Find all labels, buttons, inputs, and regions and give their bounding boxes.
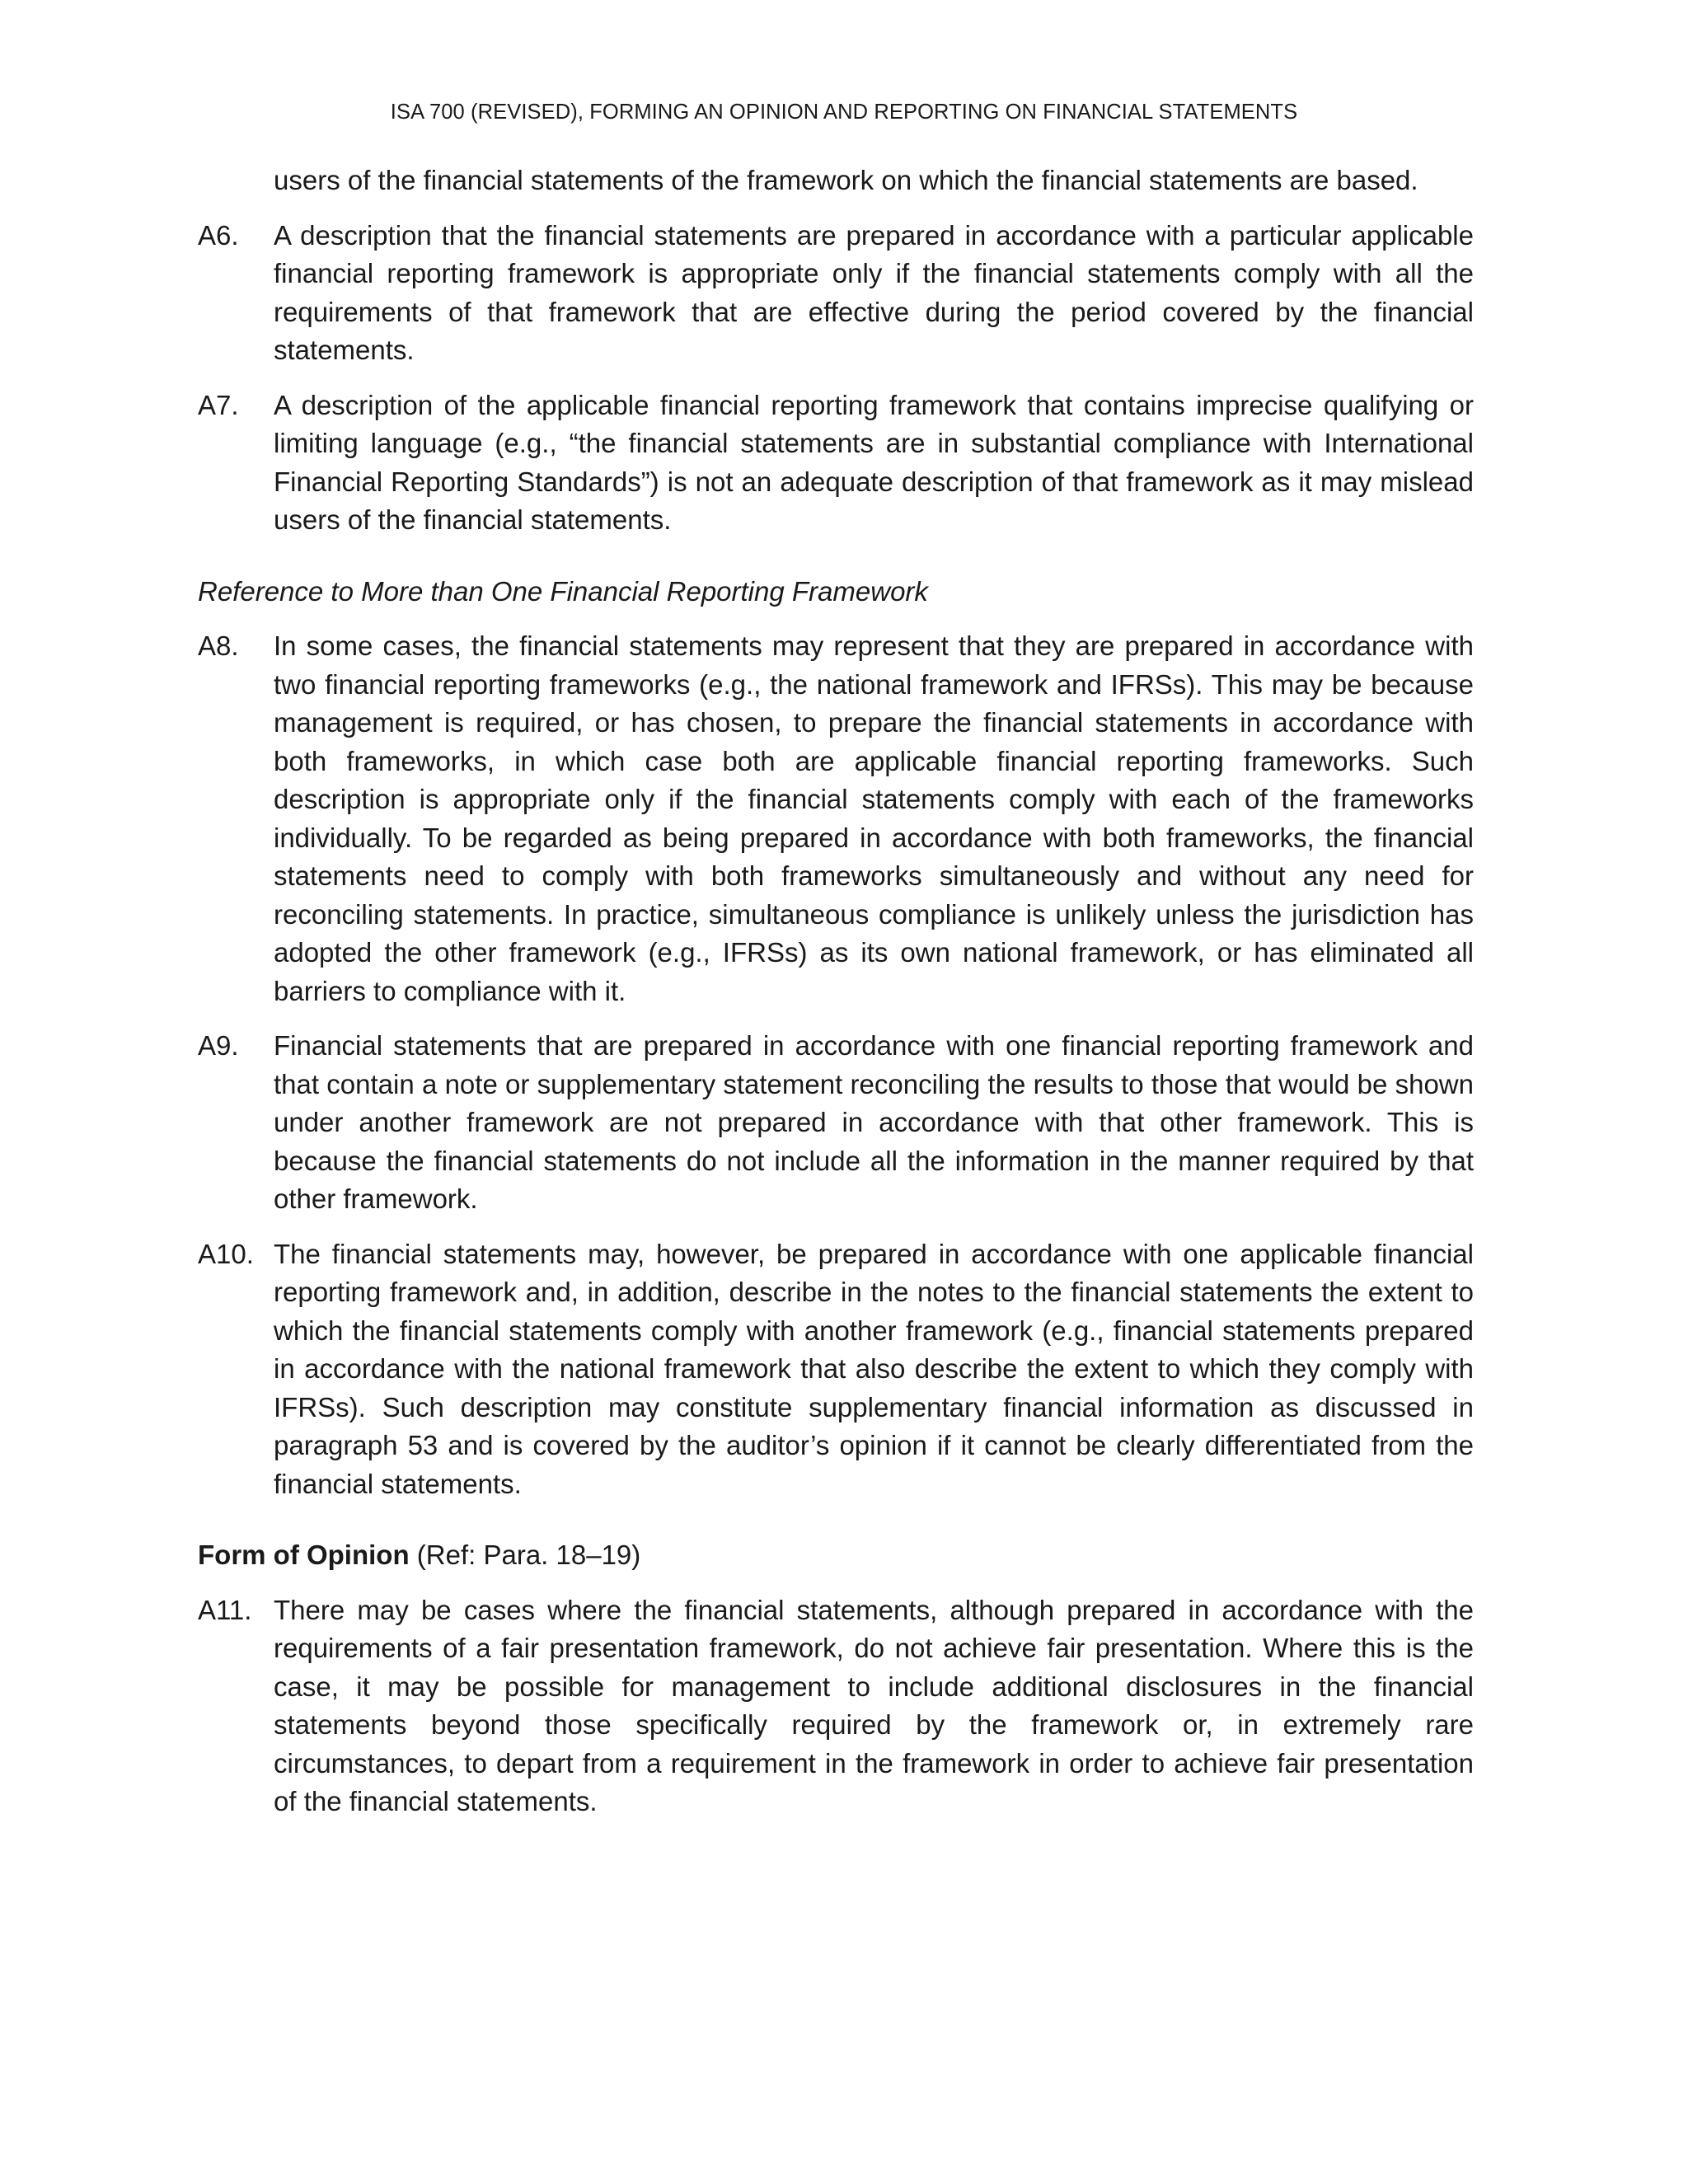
heading-bold-text: Form of Opinion: [198, 1540, 410, 1570]
paragraph-text: The financial statements may, however, be prepared in accordance with one applicable financial reporting framework and, in addition, describe in the notes to the financial statements the extent to which the financial statements comply with another framework (e.g., financial statements prepared in accordance with the national framework that also describe the extent to which they comply with IFRSs). Such description may constitute supplementary financial information as discussed in paragraph 53 and is covered by the auditor’s opinion if it cannot be clearly differentiated from the financial statements.: [274, 1238, 1474, 1499]
subheading-reference-framework: Reference to More than One Financial Reporting Framework: [198, 575, 928, 607]
continuation-text: users of the financial statements of the framework on which the financial statements are based.: [274, 165, 1418, 195]
paragraph-a6: [198, 217, 1474, 370]
paragraph-number: A10.: [198, 1238, 254, 1269]
paragraph-text: In some cases, the financial statements may represent that they are prepared in accordance with two financial reporting frameworks (e.g., the national framework and IFRSs). This may be because management is required, or has chosen, to prepare the financial statements in accordance with both frameworks, in which case both are applicable financial reporting frameworks. Such description is appropriate only if the financial statements comply with each of the frameworks individually. To be regarded as being prepared in accordance with both frameworks, the financial statements need to comply with both frameworks simultaneously and without any need for reconciling statements. In practice, simultaneous compliance is unlikely unless the jurisdiction has adopted the other framework (e.g., IFRSs) as its own national framework, or has eliminated all barriers to compliance with it.: [274, 630, 1474, 1006]
paragraph-number: A8.: [198, 630, 239, 661]
paragraph-number: A6.: [198, 219, 239, 251]
paragraph-text: Financial statements that are prepared in accordance with one financial reporting framework and that contain a note or supplementary statement reconciling the results to those that would be shown under another framework are not prepared in accordance with that other framework. This is because the financial statements do not include all the information in the manner required by that other framework.: [274, 1030, 1474, 1214]
paragraph-a10: [198, 1235, 1474, 1504]
heading-form-of-opinion: [198, 1536, 1474, 1575]
paragraph-a8: [198, 627, 1474, 1010]
paragraph-number: A11.: [198, 1594, 252, 1625]
running-header: ISA 700 (REVISED), FORMING AN OPINION AND REPORTING ON FINANCIAL STATEMENTS: [390, 101, 1298, 124]
paragraph-number: A7.: [198, 389, 239, 420]
heading-reference: (Ref: Para. 18–19): [409, 1540, 641, 1570]
paragraph-number: A9.: [198, 1030, 239, 1061]
page-content: [198, 162, 1474, 1838]
paragraph-a7: [198, 387, 1474, 540]
paragraph-a9: [198, 1027, 1474, 1219]
paragraph-text: A description of the applicable financial reporting framework that contains imprecise qualifying or limiting language (e.g., “the financial statements are in substantial compliance with International Financial Reporting Standards”) is not an adequate description of that framework as it may mislead users of the financial statements.: [274, 389, 1474, 535]
paragraph-text: A description that the financial statements are prepared in accordance with a particular applicable financial reporting framework is appropriate only if the financial statements comply with all the requirements of that framework that are effective during the period covered by the financial statements.: [274, 219, 1474, 365]
paragraph-a11: [198, 1591, 1474, 1821]
paragraph-text: There may be cases where the financial statements, although prepared in accordance with the requirements of a fair presentation framework, do not achieve fair presentation. Where this is the case, it may be possible for management to include additional disclosures in the financial statements beyond those specifically required by the framework or, in extremely rare circumstances, to depart from a requirement in the framework in order to achieve fair presentation of the financial statements.: [274, 1594, 1474, 1816]
